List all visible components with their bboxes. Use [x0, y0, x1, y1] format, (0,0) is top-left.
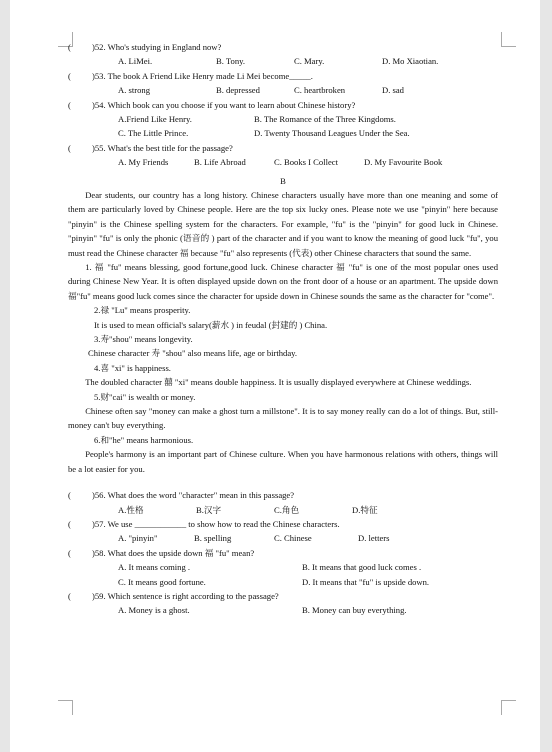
question-59: [68, 589, 498, 603]
question-stem: )54. Which book can you choose if you want to learn about Chinese history?: [92, 99, 356, 110]
passage-item-2-body: It is used to mean official's salary(薪水 ) in feudal (封建的 ) China.: [94, 319, 328, 330]
option-a: A. It means coming .: [118, 562, 191, 573]
option-d: D.特征: [352, 504, 378, 515]
option-a: A.性格: [118, 504, 144, 515]
passage-item-5-title: 5.财"cai" is wealth or money.: [94, 391, 196, 402]
option-c: C. It means good fortune.: [118, 576, 206, 587]
corner-crop-mark: [501, 700, 516, 715]
question-52-options: [68, 54, 498, 68]
option-b: B. The Romance of the Three Kingdoms.: [254, 114, 396, 124]
passage-item-1: 1. 福 "fu" means blessing, good fortune,good luck. Chinese character 福 "fu" is one of the most popular ones used during Chinese New Year. It is often displayed upside down on the front door of a house or an apartment. The upside down 福"fu" means good luck comes since the character for upside down in Chinese sounds the same as the character for "come".: [68, 262, 498, 301]
passage-item-4-body: The doubled character 囍 "xi" means double happiness. It is usually displayed everywhere at Chinese weddings.: [85, 377, 472, 388]
question-54: [68, 98, 498, 112]
option-c: C.角色: [274, 504, 300, 515]
document-content: [68, 40, 498, 618]
option-d: D. Twenty Thousand Leagues Under the Sea.: [254, 128, 410, 139]
option-b: B. spelling: [194, 533, 232, 544]
question-58-options-row2: [68, 575, 498, 589]
option-a: A.Friend Like Henry.: [118, 114, 192, 124]
question-59-options: [68, 603, 498, 617]
option-a: A. strong: [118, 85, 150, 96]
passage-item-3-body: Chinese character 寿 "shou" also means life, age or birthday.: [88, 348, 298, 359]
passage-item-4-title: 4.喜 "xi" is happiness.: [94, 362, 171, 373]
passage-item-6-body: People's harmony is an important part of Chinese culture. When you have harmonous relations with others, things will be a lot easier for you.: [68, 449, 498, 474]
answer-blank: (: [68, 142, 71, 153]
option-b: B. Money can buy everything.: [302, 605, 407, 616]
option-d: D. sad: [382, 85, 404, 96]
option-d: D. letters: [358, 533, 390, 544]
option-b: B.汉字: [196, 504, 222, 515]
question-57: [68, 517, 498, 531]
option-b: B. depressed: [216, 85, 260, 96]
answer-blank: (: [68, 99, 71, 110]
answer-blank: (: [68, 70, 71, 81]
option-d: D. Mo Xiaotian.: [382, 56, 439, 67]
answer-blank: (: [68, 590, 71, 601]
question-58-options-row1: [68, 560, 498, 574]
question-stem: )55. What's the best title for the passage?: [92, 142, 233, 153]
question-52: [68, 40, 498, 54]
answer-blank: (: [68, 547, 71, 558]
option-a: A. Money is a ghost.: [118, 605, 190, 616]
option-c: C. The Little Prince.: [118, 128, 189, 139]
option-b: B. Tony.: [216, 56, 246, 67]
option-b: B. It means that good luck comes .: [302, 562, 422, 573]
option-b: B. Life Abroad: [194, 157, 246, 168]
question-53-options: [68, 83, 498, 97]
option-a: A. LiMei.: [118, 56, 153, 67]
question-55-options: [68, 155, 498, 169]
option-c: C. Chinese: [274, 533, 312, 544]
question-55: [68, 141, 498, 155]
passage-intro: Dear students, our country has a long history. Chinese characters usually have more than one meaning and some of them are particularly loved by Chinese people. Here are the top six lucky ones. Please note we use "pinyin" here because "pinyin" is the Chinese spelling system for the characters. For example, "fu" is the "pinyin" for good luck in Chinese. "pinyin" "fu" is only the phonic (语音的 ) part of the character and if you want to know the meaning of good luck "fu", you must read the Chinese character 福 because "fu" also represents (代表) other Chinese characters that sound the same.: [68, 189, 498, 258]
document-page: [10, 0, 540, 752]
answer-blank: (: [68, 42, 71, 52]
corner-crop-mark: [58, 700, 73, 715]
question-57-options: [68, 531, 498, 545]
answer-blank: (: [68, 518, 71, 529]
answer-blank: (: [68, 490, 71, 501]
question-stem: )52. Who's studying in England now?: [92, 42, 222, 52]
question-54-options-row2: [68, 126, 498, 140]
question-stem: )57. We use ____________ to show how to read the Chinese characters.: [92, 518, 340, 529]
option-a: A. My Friends: [118, 157, 169, 168]
corner-crop-mark: [501, 32, 516, 47]
option-c: C. Mary.: [294, 56, 325, 67]
option-c: C. heartbroken: [294, 85, 346, 96]
option-c: C. Books I Collect: [274, 157, 338, 168]
passage-item-5-body: Chinese often say "money can make a ghost turn a millstone". It is to say money really can do a lot of things. But, still-money can't buy everything.: [68, 406, 498, 431]
passage-item-6-title: 6.和"he" means harmonious.: [94, 434, 194, 445]
question-53: [68, 69, 498, 83]
option-a: A. "pinyin": [118, 533, 158, 544]
section-heading: B: [280, 175, 286, 186]
question-stem: )56. What does the word "character" mean in this passage?: [92, 490, 295, 501]
passage-item-3-title: 3.寿"shou" means longevity.: [94, 334, 193, 345]
question-58: [68, 546, 498, 560]
question-56-options: [68, 503, 498, 517]
option-d: D. My Favourite Book: [364, 157, 443, 168]
question-stem: )53. The book A Friend Like Henry made Li Mei become_____.: [92, 70, 313, 81]
question-54-options-row1: [68, 112, 498, 126]
option-d: D. It means that "fu" is upside down.: [302, 576, 430, 587]
question-stem: )59. Which sentence is right according to the passage?: [92, 590, 279, 601]
question-stem: )58. What does the upside down 福 "fu" mean?: [92, 547, 255, 558]
passage-item-2-title: 2.禄 "Lu" means prosperity.: [94, 305, 191, 316]
question-56: [68, 488, 498, 502]
